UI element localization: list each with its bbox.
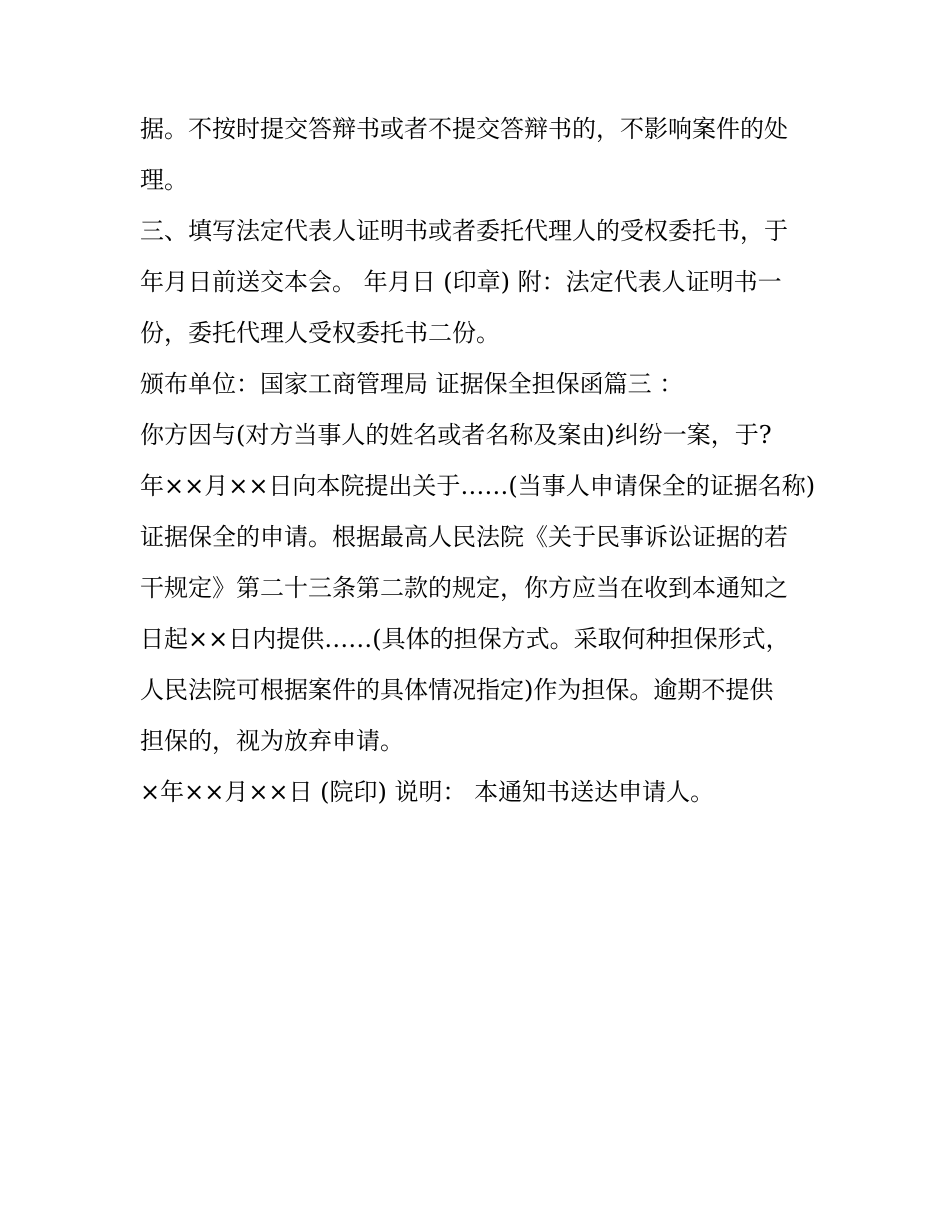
text-line: 理。 <box>140 166 188 194</box>
text-line: 担保的，视为放弃申请。 <box>140 727 404 755</box>
text-line: 年××月××日向本院提出关于……(当事人申请保全的证据名称) <box>140 472 816 500</box>
text-line: 干规定》第二十三条第二款的规定，你方应当在收到本通知之 <box>140 574 788 602</box>
text-line: 证据保全的申请。根据最高人民法院《关于民事诉讼证据的若 <box>140 523 788 551</box>
text-line: 颁布单位：国家工商管理局 证据保全担保函篇三 ： <box>140 370 684 398</box>
text-line: 三、填写法定代表人证明书或者委托代理人的受权委托书，于 <box>140 217 788 245</box>
text-line: 年月日前送交本会。 年月日 (印章) 附：法定代表人证明书一 <box>140 268 782 296</box>
text-line: 人民法院可根据案件的具体情况指定)作为担保。逾期不提供 <box>140 676 774 704</box>
text-line: ×年××月××日 (院印) 说明： 本通知书送达申请人。 <box>140 778 715 806</box>
text-line: 据。不按时提交答辩书或者不提交答辩书的，不影响案件的处 <box>140 115 788 143</box>
text-line: 你方因与(对方当事人的姓名或者名称及案由)纠纷一案，于? <box>140 421 772 449</box>
text-line: 份，委托代理人受权委托书二份。 <box>140 319 500 347</box>
document-body <box>140 104 830 818</box>
text-line: 日起××日内提供……(具体的担保方式。采取何种担保形式， <box>140 625 790 653</box>
